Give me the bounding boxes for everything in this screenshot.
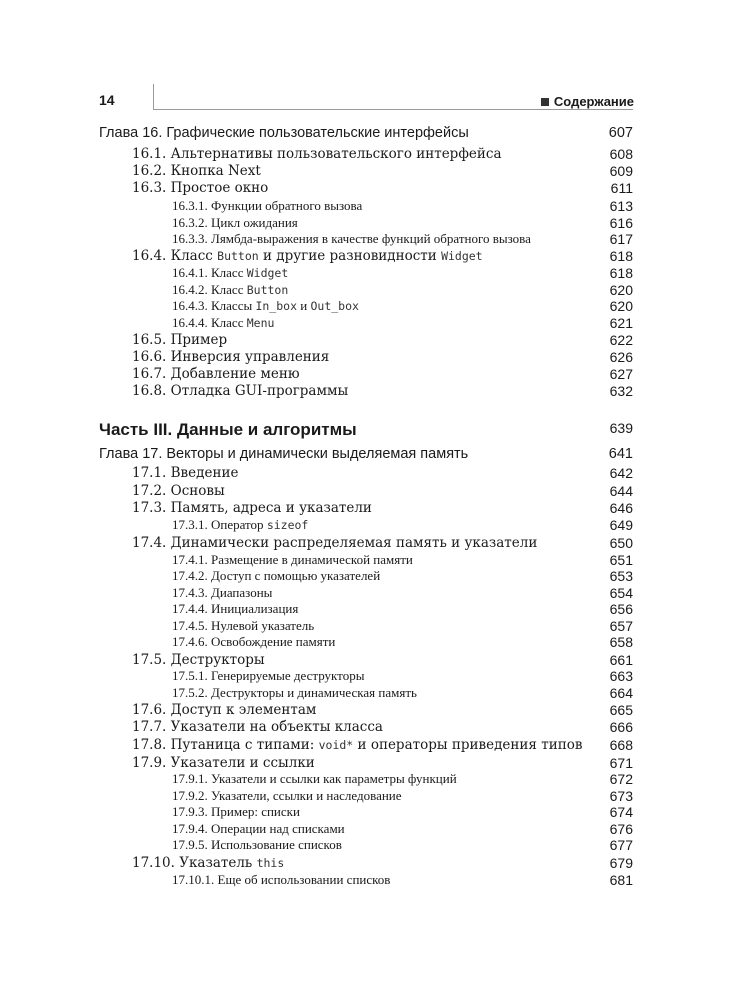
toc-page-number: 654 [609,585,633,601]
toc-section-row [0,702,732,718]
toc-chapter-row [0,125,732,141]
toc-page-number: 642 [609,465,633,481]
toc-subsection-row [0,618,732,634]
toc-page-number: 620 [609,298,633,314]
toc-section-row [0,349,732,365]
toc-subsection-row [0,298,732,314]
toc-page-number: 626 [609,349,633,365]
toc-title-text: 17.9.2. Указатели, ссылки и наследование [172,788,402,803]
toc-code-identifier: Widget [246,266,289,280]
toc-page-number: 620 [609,282,633,298]
toc-title-text: и [297,298,311,313]
toc-title-text: 17.1. Введение [132,465,239,481]
toc-title-text: 17.4. Динамически распределяемая память и указатели [132,535,538,551]
toc-page-number: 621 [609,315,633,331]
toc-section-row [0,535,732,551]
toc-page-number: 677 [609,837,633,853]
toc-page-number: 661 [609,652,633,668]
toc-page-number: 618 [609,248,633,264]
toc-page-number: 676 [609,821,633,837]
toc-title-text: 17.9.1. Указатели и ссылки как параметры функций [172,771,457,786]
toc-title-text: 17.7. Указатели на объекты класса [132,719,383,735]
toc-title-text: 16.3.3. Лямбда-выражения в качестве функций обратного вызова [172,231,531,246]
toc-page-number: 650 [609,535,633,551]
toc-section-row [0,719,732,735]
toc-part-row [0,420,732,440]
toc-page-number: 646 [609,500,633,516]
toc-code-identifier: Widget [441,249,483,263]
toc-subsection-row [0,231,732,247]
toc-title-text: 16.3.2. Цикл ожидания [172,215,298,230]
toc-section-row [0,383,732,399]
toc-section-row [0,652,732,668]
toc-title-text: 17.9.3. Пример: списки [172,804,300,819]
toc-section-row [0,465,732,481]
toc-page-number: 617 [609,231,633,247]
toc-title-text: 16.1. Альтернативы пользовательского интерфейса [132,146,502,162]
toc-code-identifier: sizeof [266,518,309,532]
toc-section-row [0,737,732,753]
toc-section-row [0,180,732,196]
header-divider-horizontal [153,109,633,110]
toc-page-number: 641 [608,446,633,462]
toc-title-text: Часть III. Данные и алгоритмы [99,420,357,439]
toc-section-row [0,483,732,499]
toc-page-number: 672 [609,771,633,787]
toc-subsection-row [0,568,732,584]
toc-page-number: 681 [609,872,633,888]
toc-title-text: 16.4.4. Класс [172,315,247,330]
toc-title-text: 16.2. Кнопка Next [132,163,261,179]
toc-page-number: 632 [609,383,633,399]
toc-title-text: 17.3.1. Оператор [172,517,267,532]
toc-subsection-row [0,634,732,650]
toc-page-number: 651 [609,552,633,568]
toc-title-text: 17.5.2. Деструкторы и динамическая память [172,685,417,700]
toc-title-text: 17.10.1. Еще об использовании списков [172,872,391,887]
toc-title-text: 17.4.6. Освобождение памяти [172,634,336,649]
header-divider-vertical [153,84,154,110]
toc-subsection-row [0,821,732,837]
square-icon [541,98,549,106]
toc-title-text: 17.4.3. Диапазоны [172,585,273,600]
page-number: 14 [99,92,115,108]
toc-subsection-row [0,872,732,888]
toc-title-text: 17.5. Деструкторы [132,652,265,668]
toc-subsection-row [0,215,732,231]
toc-section-row [0,248,732,264]
toc-page-number: 663 [609,668,633,684]
toc-page-number: 668 [609,737,633,753]
toc-subsection-row [0,771,732,787]
toc-page-number: 611 [610,180,633,196]
toc-title-text: 17.4.1. Размещение в динамической памяти [172,552,413,567]
running-header-title: Содержание [553,94,634,109]
toc-code-identifier: Menu [246,316,275,330]
toc-title-text: и другие разновидности [258,248,442,264]
toc-title-text: 17.6. Доступ к элементам [132,702,317,718]
toc-section-row [0,855,732,871]
toc-subsection-row [0,198,732,214]
toc-page-number: 607 [608,125,633,141]
toc-title-text: 17.9. Указатели и ссылки [132,755,315,771]
toc-title-text: Глава 17. Векторы и динамически выделяемая память [99,446,469,462]
toc-title-text: 17.2. Основы [132,483,225,499]
toc-title-text: 17.9.4. Операции над списками [172,821,345,836]
toc-title-text: 16.4.1. Класс [172,265,247,280]
running-header [541,94,634,109]
toc-code-identifier: In_box [255,299,297,313]
toc-page-number: 608 [609,146,633,162]
toc-code-identifier: Out_box [310,299,359,313]
toc-subsection-row [0,552,732,568]
toc-page-number: 658 [609,634,633,650]
toc-section-row [0,146,732,162]
toc-subsection-row [0,804,732,820]
toc-section-row [0,332,732,348]
toc-title-text: 17.10. Указатель [132,855,257,871]
toc-title-text: и операторы приведения типов [353,737,583,753]
toc-page-number: 644 [609,483,633,499]
toc-subsection-row [0,517,732,533]
toc-page-number: 613 [609,198,633,214]
toc-subsection-row [0,282,732,298]
toc-title-text: 16.4.2. Класс [172,282,247,297]
toc-title-text: 16.7. Добавление меню [132,366,300,382]
toc-subsection-row [0,668,732,684]
toc-title-text: 16.4. Класс [132,248,218,264]
toc-page-number: 618 [609,265,633,281]
toc-subsection-row [0,265,732,281]
toc-page-number: 627 [609,366,633,382]
toc-subsection-row [0,685,732,701]
toc-page-number: 666 [609,719,633,735]
toc-title-text: 17.8. Путаница с типами: [132,737,319,753]
toc-page-number: 664 [609,685,633,701]
toc-page-number: 656 [609,601,633,617]
toc-subsection-row [0,585,732,601]
toc-page-number: 616 [609,215,633,231]
toc-title-text: 16.8. Отладка GUI-программы [132,383,349,399]
toc-title-text: 17.4.4. Инициализация [172,601,299,616]
toc-title-text: 17.4.2. Доступ с помощью указателей [172,568,381,583]
toc-subsection-row [0,601,732,617]
toc-title-text: 17.5.1. Генерируемые деструкторы [172,668,365,683]
toc-page-number: 639 [609,420,633,436]
toc-page-number: 649 [609,517,633,533]
toc-subsection-row [0,837,732,853]
toc-title-text: 17.3. Память, адреса и указатели [132,500,372,516]
toc-page-number: 665 [609,702,633,718]
toc-section-row [0,366,732,382]
toc-section-row [0,500,732,516]
toc-code-identifier: this [256,856,285,870]
toc-title-text: 16.3. Простое окно [132,180,269,196]
toc-page-number: 671 [609,755,633,771]
toc-page-number: 657 [609,618,633,634]
toc-page-number: 674 [609,804,633,820]
toc-title-text: Глава 16. Графические пользовательские интерфейсы [99,125,469,141]
toc-title-text: 17.9.5. Использование списков [172,837,342,852]
toc-title-text: 16.6. Инверсия управления [132,349,330,365]
toc-title-text: 17.4.5. Нулевой указатель [172,618,315,633]
toc-section-row [0,163,732,179]
toc-page-number: 673 [609,788,633,804]
toc-subsection-row [0,315,732,331]
toc-title-text: 16.3.1. Функции обратного вызова [172,198,363,213]
toc-subsection-row [0,788,732,804]
toc-section-row [0,755,732,771]
toc-page-number: 609 [609,163,633,179]
toc-chapter-row [0,446,732,462]
toc-title-text: 16.5. Пример [132,332,228,348]
toc-code-identifier: Button [246,283,289,297]
toc-page-number: 622 [609,332,633,348]
toc-title-text: 16.4.3. Классы [172,298,256,313]
toc-code-identifier: void* [318,738,354,752]
toc-code-identifier: Button [217,249,259,263]
toc-page-number: 679 [609,855,633,871]
toc-page-number: 653 [609,568,633,584]
